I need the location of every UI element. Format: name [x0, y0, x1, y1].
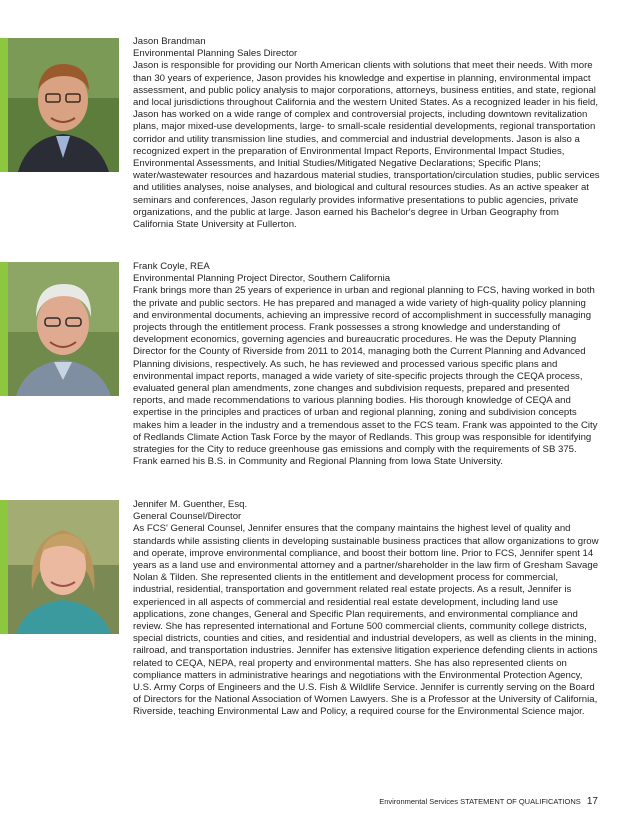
accent-bar [0, 500, 8, 634]
bio-paragraph: Jason is responsible for providing our North American clients with solutions that meet their needs. With more than 30 years of experience, Jason provides his knowledge and expertise in planning, environmental impact assessment, and public policy analysis to major corporations, attorneys, business entities, and state, regional and local jurisdictions throughout California and the western United States. As a recognized leader in his field, Jason has worked on a wide range of complex and controversial projects, including downtown revitalization plans, major mixed-use developments, large- to small-scale residential developments, regional transportation corridor and utility transmission line studies, and commercial and industrial developments. Jason is also a recognized expert in the preparation of Environmental Impact Reports, Environmental Impact Studies, Environmental Assessments, and Initial Studies/Mitigated Negative Declarations; Specific Plans; water/wastewater resources and hazardous material studies, transportation/circulation studies, public services and utilities analyses, noise analyses, and biological and cultural resources studies. As an active speaker at seminars and conferences, Jason regularly provides informative presentations to public agencies, private organizations, and the public at large. Jason earned his Bachelor's degree in Urban Geography from California State University at Fullerton. [133, 60, 600, 231]
bio-text [133, 499, 601, 719]
footer-label: STATEMENT OF QUALIFICATIONS [460, 797, 581, 806]
accent-bar [0, 262, 8, 396]
bio-paragraph: Frank brings more than 25 years of experience in urban and regional planning to FCS, having worked in both the private and public sectors. He has prepared and managed a wide variety of high-quality policy planning and environmental documents, achieving an impressive record of accomplishment in successfully managing projects through the entitlement process. Frank possesses a strong knowledge and understanding of development economics, governing agencies and bureaucratic procedures. He was the Deputy Planning Director for the County of Riverside from 2011 to 2014, managing both the Current Planning and Advanced Planning divisions, respectively. As such, he has reviewed and processed various specific plans and environmental impact reports, managed a wide variety of site-specific projects through the CEQA process, evaluated general plan amendments, zone changes and subdivision requests, prepared and presented reports, and made recommendations to various planning bodies. His thorough knowledge of CEQA and expertise in the principles and practices of urban and regional planning, zoning and subdivision concepts makes him a leader in the industry and a tremendous asset to the FCS team. Frank was appointed to the City of Redlands Climate Action Task Force by the mayor of Redlands. This group was responsible for identifying strategies for the City to reduce greenhouse gas emissions and comply with the requirements of SB 375. Frank earned his B.S. in Community and Regional Planning from Iowa State University. [133, 285, 598, 468]
portrait-photo [8, 500, 119, 634]
bio-text [133, 36, 601, 231]
person-name: Jason Brandman [133, 36, 206, 47]
person-title: Environmental Planning Sales Director [133, 48, 298, 60]
person-name: Jennifer M. Guenther, Esq. [133, 499, 248, 510]
page-footer [379, 796, 598, 807]
accent-bar [0, 38, 8, 172]
bio-text [133, 261, 601, 468]
portrait-photo [8, 38, 119, 172]
person-title: Environmental Planning Project Director, Southern California [133, 273, 391, 285]
bio-paragraph: As FCS' General Counsel, Jennifer ensures that the company maintains the highest level of quality and standards while assisting clients in developing sustainable business practices that allow organizations to grow and operate, improve environmental compliance, and boost their bottom line. Prior to FCS, Jennifer spent 14 years as a land use and environmental attorney and a partner/shareholder in the law firm of Gresham Savage Nolan & Tilden. She represented clients in the entitlement and development process for commercial, industrial, residential, transportation and government related real estate projects. As a result, Jennifer is experienced in all aspects of commercial and residential real estate development, including land use applications, zone changes, General and Specific Plan requirements, and environmental compliance and review. She has represented international and Fortune 500 commercial clients, community college districts, special districts, counties and cities, and residential and industrial developers, as well as clients in the mining, railroad, and transportation industries. Jennifer has extensive litigation experience defending clients in actions related to CEQA, NEPA, real property and environmental matters. She has also represented clients on compliance matters in administrative hearings and negotiations with the Environmental Protection Agency, U.S. Army Corps of Engineers and the U.S. Fish & Wildlife Service. Jennifer is currently serving on the Board of Directors for the National Association of Women Lawyers. She is a Professor at the University of California, Riverside, teaching Environmental Law and Policy, a required course for the Environmental Science major. [133, 523, 599, 718]
footer-prefix: Environmental Services [379, 797, 458, 806]
page-number: 17 [586, 796, 598, 807]
person-name: Frank Coyle, REA [133, 261, 210, 272]
portrait-photo [8, 262, 119, 396]
person-title: General Counsel/Director [133, 511, 242, 523]
